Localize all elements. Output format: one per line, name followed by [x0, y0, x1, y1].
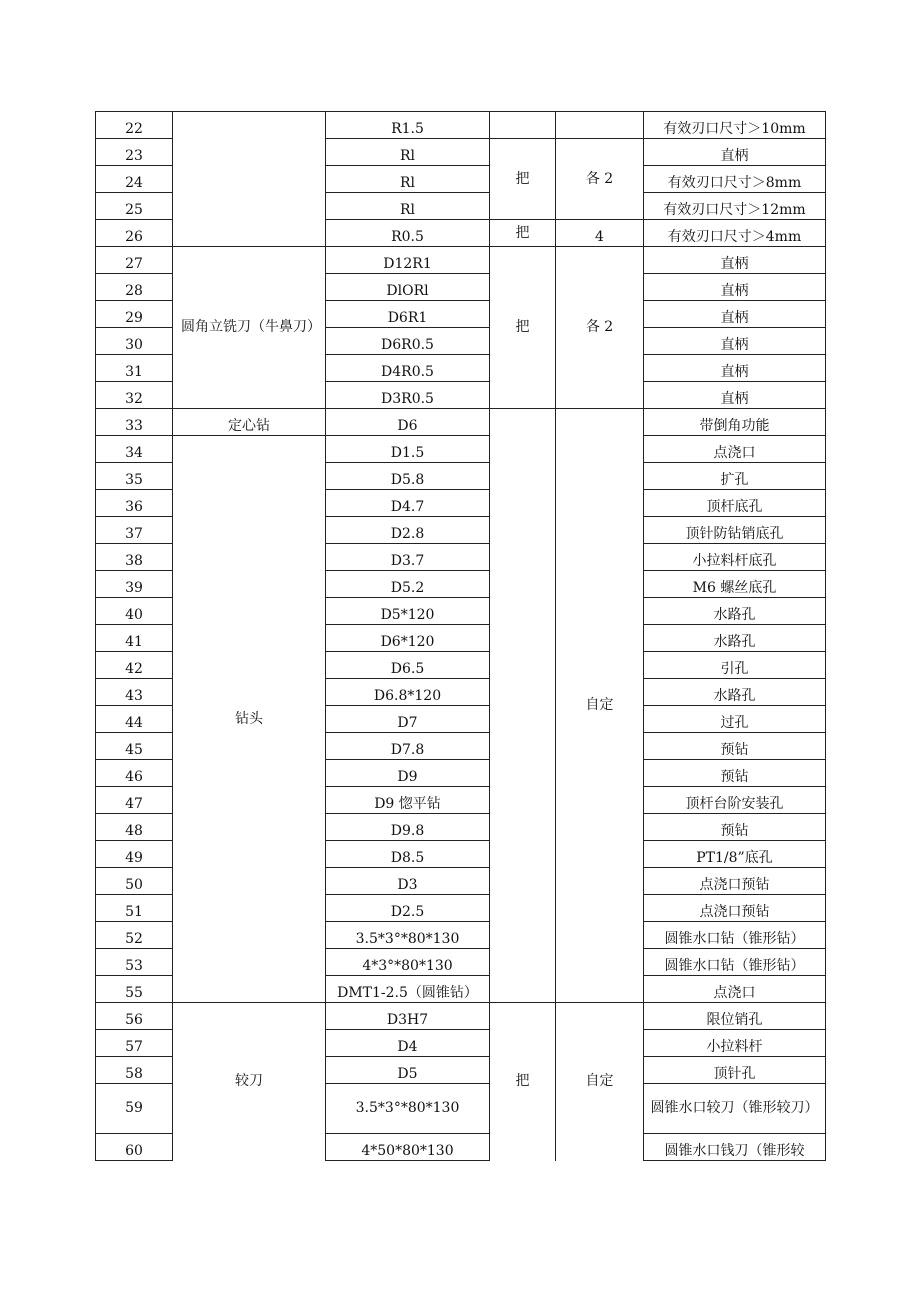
- row-note: 过孔: [644, 706, 826, 733]
- row-number: 27: [96, 247, 173, 274]
- unit-cell: 把: [490, 1003, 556, 1161]
- row-note: 有效刃口尺寸＞8mm: [644, 166, 826, 193]
- quantity-cell: 自定: [556, 409, 644, 1003]
- row-number: 45: [96, 733, 173, 760]
- row-spec: D3: [326, 868, 490, 895]
- row-number: 25: [96, 193, 173, 220]
- row-note: 引孔: [644, 652, 826, 679]
- row-note: 点浇口预钻: [644, 895, 826, 922]
- table-row: [96, 409, 826, 436]
- row-note: 有效刃口尺寸＞4mm: [644, 220, 826, 247]
- row-note: 直柄: [644, 274, 826, 301]
- row-spec: DMT1-2.5（圆锥钻）: [326, 976, 490, 1003]
- row-number: 24: [96, 166, 173, 193]
- row-note: PT1/8”底孔: [644, 841, 826, 868]
- row-number: 23: [96, 139, 173, 166]
- row-note: 带倒角功能: [644, 409, 826, 436]
- quantity-cell: 各 2: [556, 247, 644, 409]
- row-note: 小拉料杆底孔: [644, 544, 826, 571]
- row-spec: D3.7: [326, 544, 490, 571]
- row-number: 60: [96, 1134, 173, 1161]
- row-note: 顶杆底孔: [644, 490, 826, 517]
- row-spec: D7: [326, 706, 490, 733]
- row-note: 小拉料杆: [644, 1030, 826, 1057]
- row-note: 直柄: [644, 247, 826, 274]
- row-note: 圆锥水口钱刀（锥形较: [644, 1134, 826, 1161]
- row-number: 26: [96, 220, 173, 247]
- row-spec: D6R0.5: [326, 328, 490, 355]
- row-spec: D5.2: [326, 571, 490, 598]
- row-note: 顶针孔: [644, 1057, 826, 1084]
- row-spec: Rl: [326, 166, 490, 193]
- tool-name-drill: 钻头: [173, 436, 326, 1003]
- row-note: 点浇口: [644, 436, 826, 463]
- tool-name-round-mill: 圆角立铣刀（牛鼻刀）: [173, 247, 326, 409]
- row-spec: D5.8: [326, 463, 490, 490]
- row-spec: DlORl: [326, 274, 490, 301]
- row-note: 直柄: [644, 328, 826, 355]
- row-number: 32: [96, 382, 173, 409]
- quantity-cell: 各 2: [556, 139, 644, 220]
- tool-table: [95, 111, 826, 1161]
- row-note: 水路孔: [644, 598, 826, 625]
- row-number: 44: [96, 706, 173, 733]
- row-note: 圆锥水口钻（锥形钻）: [644, 949, 826, 976]
- row-number: 28: [96, 274, 173, 301]
- row-note: 水路孔: [644, 679, 826, 706]
- row-number: 22: [96, 112, 173, 139]
- row-note: 直柄: [644, 382, 826, 409]
- row-number: 55: [96, 976, 173, 1003]
- unit-cell: 把: [490, 247, 556, 409]
- row-note: 点浇口预钻: [644, 868, 826, 895]
- row-spec: D5*120: [326, 598, 490, 625]
- row-number: 38: [96, 544, 173, 571]
- unit-cell: [490, 112, 556, 139]
- row-spec: D9: [326, 760, 490, 787]
- row-note: 预钻: [644, 760, 826, 787]
- row-note: 限位销孔: [644, 1003, 826, 1030]
- row-note: 直柄: [644, 355, 826, 382]
- row-note: 顶杆台阶安装孔: [644, 787, 826, 814]
- row-spec: 4*3°*80*130: [326, 949, 490, 976]
- row-number: 37: [96, 517, 173, 544]
- row-number: 34: [96, 436, 173, 463]
- row-number: 42: [96, 652, 173, 679]
- row-note: 直柄: [644, 139, 826, 166]
- row-spec: D4.7: [326, 490, 490, 517]
- unit-cell: 把: [490, 139, 556, 220]
- tool-name-cell: [173, 112, 326, 247]
- row-number: 36: [96, 490, 173, 517]
- row-spec: D9 惚平钻: [326, 787, 490, 814]
- row-note: 有效刃口尺寸＞10mm: [644, 112, 826, 139]
- row-spec: D8.5: [326, 841, 490, 868]
- table-row: [96, 247, 826, 274]
- row-spec: D5: [326, 1057, 490, 1084]
- table-row: [96, 112, 826, 139]
- row-spec: D4R0.5: [326, 355, 490, 382]
- row-spec: R0.5: [326, 220, 490, 247]
- row-spec: D2.8: [326, 517, 490, 544]
- row-number: 33: [96, 409, 173, 436]
- table-row: [96, 436, 826, 463]
- row-spec: Rl: [326, 139, 490, 166]
- unit-cell: 把: [490, 220, 556, 247]
- row-spec: D9.8: [326, 814, 490, 841]
- row-spec: R1.5: [326, 112, 490, 139]
- row-spec: D6R1: [326, 301, 490, 328]
- row-note: 直柄: [644, 301, 826, 328]
- row-number: 29: [96, 301, 173, 328]
- row-spec: D12R1: [326, 247, 490, 274]
- row-number: 52: [96, 922, 173, 949]
- row-note: 水路孔: [644, 625, 826, 652]
- row-number: 58: [96, 1057, 173, 1084]
- row-note: 顶针防钻销底孔: [644, 517, 826, 544]
- row-spec: 4*50*80*130: [326, 1134, 490, 1161]
- row-number: 46: [96, 760, 173, 787]
- row-note: 扩孔: [644, 463, 826, 490]
- tool-name-reamer: 较刀: [173, 1003, 326, 1161]
- row-number: 57: [96, 1030, 173, 1057]
- row-number: 41: [96, 625, 173, 652]
- unit-cell: [490, 409, 556, 1003]
- row-note: 圆锥水口钻（锥形钻）: [644, 922, 826, 949]
- row-number: 39: [96, 571, 173, 598]
- row-number: 30: [96, 328, 173, 355]
- row-spec: D2.5: [326, 895, 490, 922]
- row-number: 49: [96, 841, 173, 868]
- row-spec: Rl: [326, 193, 490, 220]
- row-spec: D6: [326, 409, 490, 436]
- row-number: 56: [96, 1003, 173, 1030]
- row-note: 点浇口: [644, 976, 826, 1003]
- row-number: 40: [96, 598, 173, 625]
- row-spec: D6.8*120: [326, 679, 490, 706]
- row-note: M6 螺丝底孔: [644, 571, 826, 598]
- row-number: 35: [96, 463, 173, 490]
- quantity-cell: 4: [556, 220, 644, 247]
- row-number: 50: [96, 868, 173, 895]
- row-spec: 3.5*3°*80*130: [326, 1084, 490, 1134]
- tool-name-center-drill: 定心钻: [173, 409, 326, 436]
- row-spec: D1.5: [326, 436, 490, 463]
- row-note: 预钻: [644, 814, 826, 841]
- row-spec: D7.8: [326, 733, 490, 760]
- row-number: 48: [96, 814, 173, 841]
- row-number: 59: [96, 1084, 173, 1134]
- row-number: 31: [96, 355, 173, 382]
- row-spec: D3R0.5: [326, 382, 490, 409]
- row-number: 53: [96, 949, 173, 976]
- row-spec: D4: [326, 1030, 490, 1057]
- row-number: 43: [96, 679, 173, 706]
- row-note: 有效刃口尺寸＞12mm: [644, 193, 826, 220]
- quantity-cell: 自定: [556, 1003, 644, 1161]
- quantity-cell: [556, 112, 644, 139]
- row-note: 预钻: [644, 733, 826, 760]
- row-spec: 3.5*3°*80*130: [326, 922, 490, 949]
- row-note: 圆锥水口较刀（锥形较刀）: [644, 1084, 826, 1134]
- row-number: 47: [96, 787, 173, 814]
- row-number: 51: [96, 895, 173, 922]
- row-spec: D3H7: [326, 1003, 490, 1030]
- row-spec: D6*120: [326, 625, 490, 652]
- table-row: [96, 1003, 826, 1030]
- row-spec: D6.5: [326, 652, 490, 679]
